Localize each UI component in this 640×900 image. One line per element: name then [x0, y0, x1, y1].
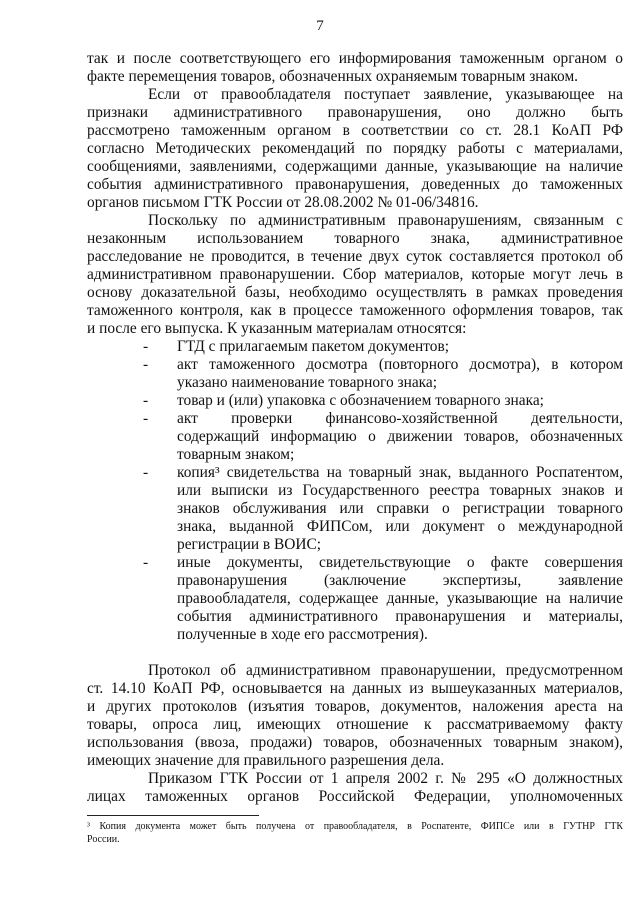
text-line: сообщениями, заявлениями, содержащими данные, указывающие на наличие — [87, 158, 623, 175]
text-line: указано наименование товарного знака; — [177, 374, 438, 391]
text-line: Протокол об административном правонарушении, предусмотренном — [148, 662, 623, 679]
text-line: факте перемещения товаров, обозначенных охраняемым товарным знаком. — [87, 68, 579, 85]
text-line: рассмотрено таможенным органом в соответствии со ст. 28.1 КоАП РФ — [87, 122, 623, 139]
text-line: основу доказательной базы, необходимо осуществлять в рамках проведения — [87, 284, 623, 301]
footnote — [87, 820, 623, 846]
text-line: товарным знаком; — [177, 446, 295, 463]
text-line: и других протоколов (изъятия товаров, документов, наложения ареста на — [87, 698, 623, 715]
text-line: акт проверки финансово-хозяйственной деятельности, — [177, 410, 623, 427]
footnote-separator — [87, 815, 259, 816]
text-line: органов письмом ГТК России от 28.08.2002 № 01-06/34816. — [87, 194, 479, 211]
text-line: административном правонарушении. Сбор материалов, которые могут лечь в — [87, 266, 623, 283]
list-item — [87, 356, 623, 392]
list-item — [87, 464, 623, 554]
list-bullet-dash: - — [143, 338, 149, 355]
text-line: и после его выпуска. К указанным материалам относятся: — [87, 320, 467, 337]
text-line: правообладателя, содержащее данные, указывающие на наличие — [177, 590, 623, 607]
list-bullet-dash: - — [143, 464, 149, 481]
text-line: правонарушения (заключение экспертизы, заявление — [177, 572, 623, 589]
text-line: иные документы, свидетельствующие о факте совершения — [177, 554, 623, 571]
list-bullet-dash: - — [143, 356, 149, 373]
text-line: согласно Методических рекомендаций по порядку работы с материалами, — [87, 140, 623, 157]
text-line: Поскольку по административным правонарушениям, связанным с — [148, 212, 623, 229]
text-line: знака, выданной ФИПСом, или документ о международной — [177, 518, 623, 535]
text-line: имеющих значение для правильного разрешения дела. — [87, 752, 445, 769]
list-bullet-dash: - — [143, 554, 149, 571]
list-item — [87, 392, 623, 410]
blank-line — [87, 644, 623, 662]
text-line: события административного правонарушения, доведенных до таможенных — [87, 176, 623, 193]
text-line: так и после соответствующего его информирования таможенным органом о — [87, 50, 623, 67]
paragraph — [87, 770, 623, 806]
text-line: копия³ свидетельства на товарный знак, выданного Роспатентом, — [177, 464, 623, 481]
list-item — [87, 410, 623, 464]
text-line: ГТД с прилагаемым пакетом документов; — [177, 338, 450, 355]
paragraph — [87, 86, 623, 212]
materials-list — [87, 338, 623, 644]
list-item — [87, 554, 623, 644]
list-bullet-dash: - — [143, 410, 149, 427]
text-line: акт таможенного досмотра (повторного досмотра), в котором — [177, 356, 623, 373]
page-number: 7 — [316, 18, 324, 34]
paragraph — [87, 662, 623, 770]
text-line: признаки административного правонарушения, оно должно быть — [87, 104, 623, 121]
text-line: расследование не проводится, в течение двух суток составляется протокол об — [87, 248, 623, 265]
document-body — [87, 50, 623, 806]
text-line: знаков обслуживания или справки о регистрации товарного — [177, 500, 623, 517]
footnote-line: России. — [87, 834, 120, 845]
text-line: события административного правонарушения и материалы, — [177, 608, 623, 625]
text-line: регистрации в ВОИС; — [177, 536, 322, 553]
text-line: использования (ввоза, продажи) товаров, обозначенных товарным знаком), — [87, 734, 623, 751]
paragraph — [87, 50, 623, 86]
text-line: лицах таможенных органов Российской Федерации, уполномоченных — [87, 788, 623, 805]
text-line: полученные в ходе его рассмотрения). — [177, 626, 428, 643]
list-bullet-dash: - — [143, 392, 149, 409]
text-line: Приказом ГТК России от 1 апреля 2002 г. № 295 «О должностных — [148, 770, 623, 787]
paragraph — [87, 212, 623, 338]
text-line: содержащий информацию о движении товаров, обозначенных — [177, 428, 623, 445]
list-item — [87, 338, 623, 356]
text-line: или выписки из Государственного реестра товарных знаков и — [177, 482, 623, 499]
text-line: ст. 14.10 КоАП РФ, основывается на данных из вышеуказанных материалов, — [87, 680, 623, 697]
text-line: товар и (или) упаковка с обозначением товарного знака; — [177, 392, 544, 409]
text-line: таможенного контроля, как в процессе таможенного оформления товаров, так — [87, 302, 623, 319]
text-line: незаконным использованием товарного знака, административное — [87, 230, 623, 247]
text-line: товары, опроса лиц, имеющих отношение к рассматриваемому факту — [87, 716, 623, 733]
text-line: Если от правообладателя поступает заявление, указывающее на — [148, 86, 623, 103]
footnote-line: ³ Копия документа может быть получена от правообладателя, в Роспатенте, ФИПСе или в ГУТНР ГТК — [87, 821, 623, 832]
